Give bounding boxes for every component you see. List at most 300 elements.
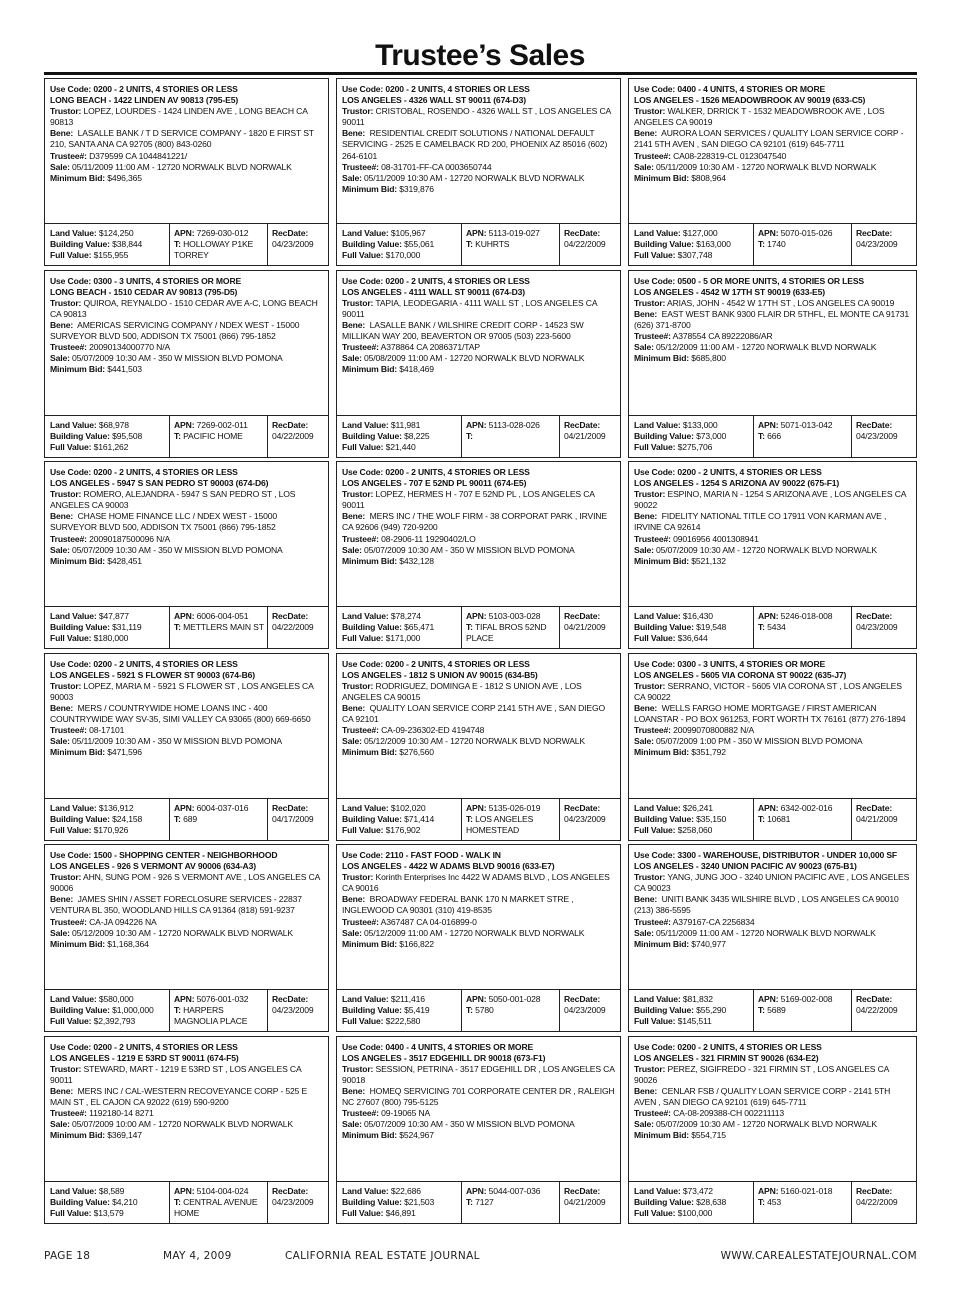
tract-label: T: xyxy=(174,1196,181,1207)
sale-value: 05/11/2009 10:30 AM - 12720 NORWALK BLVD NORWALK xyxy=(656,161,877,172)
trustee-line xyxy=(634,917,912,928)
sale-line xyxy=(634,736,912,747)
tract-value: PACIFIC HOME xyxy=(183,430,243,441)
property-address: LOS ANGELES - 321 FIRMIN ST 90026 (634-E2) xyxy=(634,1052,819,1063)
listing-card xyxy=(44,653,329,841)
min-bid-label: Minimum Bid: xyxy=(634,1130,690,1141)
building-value: $65,471 xyxy=(404,622,435,633)
land-value: $580,000 xyxy=(98,994,134,1004)
trustor-label: Trustor: xyxy=(342,297,374,308)
land-value-label: Land Value: xyxy=(342,1185,389,1196)
recdate-cell xyxy=(851,990,916,1031)
land-value-label: Land Value: xyxy=(342,611,389,621)
apn-cell xyxy=(753,224,848,265)
recdate-label: RecDate: xyxy=(272,994,309,1004)
sale-label: Sale: xyxy=(50,353,70,364)
trustee-value: D379599 CA 1044841221/ xyxy=(89,150,188,161)
full-value-label: Full Value: xyxy=(634,441,676,452)
listing-row xyxy=(44,844,917,1036)
apn-value: 5104-004-024 xyxy=(196,1185,249,1196)
recdate-label: RecDate: xyxy=(856,994,893,1004)
land-value-label: Land Value: xyxy=(50,228,97,238)
trustor-value: TAPIA, LEODEGARIA - 4111 WALL ST , LOS ANGELES CA 90011 xyxy=(342,297,597,319)
tract-value: KUHRTS xyxy=(475,239,510,250)
recdate-label: RecDate: xyxy=(564,419,601,430)
valuation-section xyxy=(337,1181,620,1223)
min-bid-line xyxy=(50,1130,324,1141)
land-value: $47,877 xyxy=(98,611,129,621)
land-value-line xyxy=(342,228,460,239)
recdate-value: 04/23/2009 xyxy=(856,430,898,441)
min-bid-line xyxy=(634,556,912,567)
listing-details xyxy=(50,467,324,567)
tract-line xyxy=(174,1005,264,1027)
tract-value: METTLERS MAIN ST xyxy=(183,622,264,633)
min-bid-value: $369,147 xyxy=(107,1130,142,1141)
apn-line xyxy=(174,803,264,814)
property-address: LOS ANGELES - 3517 EDGEHILL DR 90018 (673-F1) xyxy=(342,1052,546,1063)
land-value-line xyxy=(342,1186,460,1197)
property-address: LOS ANGELES - 3240 UNION PACIFIC AV 90023 (675-B1) xyxy=(634,861,857,872)
building-value-line xyxy=(50,1197,168,1208)
min-bid-value: $521,132 xyxy=(691,555,726,566)
apn-label: APN: xyxy=(466,802,487,813)
trustee-line xyxy=(634,534,912,545)
tract-label: T: xyxy=(758,1196,765,1207)
full-value: $275,706 xyxy=(677,441,713,452)
bene-label: Bene: xyxy=(342,128,366,139)
apn-line xyxy=(758,1186,848,1197)
min-bid-label: Minimum Bid: xyxy=(50,1130,106,1141)
listing-card xyxy=(44,844,329,1032)
min-bid-line xyxy=(634,353,912,364)
building-value-label: Building Value: xyxy=(634,1196,694,1207)
building-value: $28,638 xyxy=(696,1196,727,1207)
bene-value: MERS INC / THE WOLF FIRM - 38 CORPORAT PARK , IRVINE CA 92606 (949) 720-9200 xyxy=(342,511,607,533)
full-value: $161,262 xyxy=(93,441,129,452)
building-value-line xyxy=(342,239,460,250)
trustor-line xyxy=(50,298,324,320)
recdate-label: RecDate: xyxy=(272,611,309,621)
bene-label: Bene: xyxy=(50,319,74,330)
apn-label: APN: xyxy=(174,1185,195,1196)
building-value: $24,158 xyxy=(112,813,143,824)
listing-details xyxy=(342,659,616,759)
bene-value: UNITI BANK 3435 WILSHIRE BLVD , LOS ANGELES CA 90010 (213) 386-5595 xyxy=(634,894,899,916)
land-value: $81,832 xyxy=(682,994,713,1004)
trustor-line xyxy=(50,106,324,128)
tract-line xyxy=(174,239,264,261)
full-value-label: Full Value: xyxy=(634,1016,676,1027)
valuation-values xyxy=(634,1186,752,1219)
bene-line xyxy=(342,894,616,916)
apn-line xyxy=(174,228,264,239)
min-bid-line xyxy=(634,939,912,950)
trustee-line xyxy=(634,725,912,736)
recdate-value: 04/21/2009 xyxy=(564,430,606,441)
apn-line xyxy=(174,1186,264,1197)
building-value-label: Building Value: xyxy=(342,239,402,250)
sale-value: 05/07/2009 10:30 AM - 350 W MISSION BLVD POMONA xyxy=(364,1119,575,1130)
listing-details xyxy=(342,276,616,376)
land-value: $211,416 xyxy=(390,994,425,1004)
recdate-label: RecDate: xyxy=(564,1185,601,1196)
apn-label: APN: xyxy=(466,994,487,1004)
full-value: $13,579 xyxy=(93,1207,124,1218)
bene-label: Bene: xyxy=(634,128,658,139)
sale-line xyxy=(50,736,324,747)
tract-line xyxy=(466,622,556,644)
recdate-label-line xyxy=(564,420,620,431)
listing-details xyxy=(634,659,912,759)
apn-label: APN: xyxy=(758,1185,779,1196)
use-code: Use Code: 1500 - SHOPPING CENTER - NEIGHBORHOOD xyxy=(50,850,278,860)
recdate-value: 04/17/2009 xyxy=(272,813,314,824)
trustee-line xyxy=(342,725,616,736)
valuation-values xyxy=(634,228,752,261)
valuation-values xyxy=(342,1186,460,1219)
bene-value: CENLAR FSB / QUALITY LOAN SERVICE CORP - 2141 5TH AVEN , SAN DIEGO CA 92101 (619) 645-7711 xyxy=(634,1085,891,1107)
use-code: Use Code: 0200 - 2 UNITS, 4 STORIES OR LESS xyxy=(634,1041,822,1052)
recdate-value: 04/23/2009 xyxy=(564,1005,606,1016)
bene-label: Bene: xyxy=(634,702,658,713)
bene-label: Bene: xyxy=(634,894,658,905)
apn-label: APN: xyxy=(758,228,779,238)
land-value-line xyxy=(50,994,168,1005)
valuation-values xyxy=(342,228,460,261)
tract-label: T: xyxy=(466,622,473,633)
recdate-cell xyxy=(267,416,328,457)
page-title: Trustee’s Sales xyxy=(375,39,585,72)
building-value-line xyxy=(634,1005,752,1016)
recdate-label: RecDate: xyxy=(272,802,309,813)
min-bid-line xyxy=(342,747,616,758)
apn-cell xyxy=(169,224,264,265)
bene-label: Bene: xyxy=(342,511,366,522)
recdate-label-line xyxy=(856,994,916,1005)
min-bid-label: Minimum Bid: xyxy=(342,555,398,566)
trustee-label: Trustee#: xyxy=(50,150,87,161)
listing-row xyxy=(44,78,917,270)
recdate-cell xyxy=(559,224,620,265)
valuation-values xyxy=(342,994,460,1027)
sale-line xyxy=(634,342,912,353)
min-bid-line xyxy=(50,747,324,758)
recdate-label-line xyxy=(272,994,328,1005)
sale-label: Sale: xyxy=(342,172,362,183)
use-code: Use Code: 0200 - 2 UNITS, 4 STORIES OR LESS xyxy=(50,84,238,94)
property-address: LONG BEACH - 1422 LINDEN AV 90813 (795-E5) xyxy=(50,95,239,106)
trustor-label: Trustor: xyxy=(342,680,374,691)
valuation-section xyxy=(629,989,916,1031)
land-value: $124,250 xyxy=(98,228,134,238)
apn-line xyxy=(466,420,556,431)
building-value: $19,548 xyxy=(696,622,727,633)
land-value-line xyxy=(50,1186,168,1197)
sale-line xyxy=(342,736,616,747)
tract-value: 666 xyxy=(767,430,781,441)
land-value: $73,472 xyxy=(682,1185,713,1196)
listing-card xyxy=(336,270,621,458)
bene-label: Bene: xyxy=(634,1085,658,1096)
use-code: Use Code: 0200 - 2 UNITS, 4 STORIES OR LESS xyxy=(50,467,238,477)
sale-value: 05/11/2009 11:00 AM - 12720 NORWALK BLVD NORWALK xyxy=(72,161,292,172)
trustor-value: WALKER, DRRICK T - 1532 MEADOWBROOK AVE , LOS ANGELES CA 90019 xyxy=(634,106,885,128)
property-address: LOS ANGELES - 926 S VERMONT AV 90006 (634-A3) xyxy=(50,861,256,872)
bene-value: EAST WEST BANK 9300 FLAIR DR 5THFL, EL MONTE CA 91731 (626) 371-8700 xyxy=(634,308,910,330)
trustor-label: Trustor: xyxy=(50,489,82,500)
trustor-line xyxy=(634,1064,912,1086)
recdate-label-line xyxy=(272,611,328,622)
bene-line xyxy=(342,511,616,533)
trustee-label: Trustee#: xyxy=(50,1108,87,1119)
apn-label: APN: xyxy=(466,1185,487,1196)
valuation-section xyxy=(629,798,916,840)
sale-value: 05/07/2009 10:00 AM - 12720 NORWALK BLVD NORWALK xyxy=(72,1119,294,1130)
tract-label: T: xyxy=(758,430,765,441)
trustor-label: Trustor: xyxy=(342,872,374,883)
sale-label: Sale: xyxy=(634,161,654,172)
recdate-value: 04/23/2009 xyxy=(272,239,314,250)
tract-label: T: xyxy=(174,430,181,441)
sale-line xyxy=(50,545,324,556)
bene-label: Bene: xyxy=(50,1085,74,1096)
listing-card xyxy=(44,1036,329,1224)
trustee-label: Trustee#: xyxy=(634,150,671,161)
sale-line xyxy=(634,928,912,939)
min-bid-line xyxy=(342,1130,616,1141)
trustee-line xyxy=(50,1108,324,1119)
trustee-label: Trustee#: xyxy=(50,725,87,736)
apn-cell xyxy=(753,416,848,457)
min-bid-value: $471,596 xyxy=(107,747,142,758)
building-value-line xyxy=(50,431,168,442)
valuation-values xyxy=(50,1186,168,1219)
trustor-label: Trustor: xyxy=(634,1063,666,1074)
tract-line xyxy=(174,431,264,442)
building-value-line xyxy=(634,814,752,825)
land-value-label: Land Value: xyxy=(634,994,681,1004)
apn-value: 5070-015-026 xyxy=(780,228,833,238)
sale-value: 05/12/2009 11:00 AM - 12720 NORWALK BLVD NORWALK xyxy=(656,342,877,353)
tract-line xyxy=(466,431,556,442)
min-bid-line xyxy=(342,556,616,567)
recdate-label-line xyxy=(272,228,328,239)
building-value-label: Building Value: xyxy=(634,1005,694,1016)
building-value: $55,061 xyxy=(404,239,435,250)
min-bid-label: Minimum Bid: xyxy=(634,353,690,364)
recdate-value: 04/23/2009 xyxy=(856,622,898,633)
trustee-line xyxy=(634,331,912,342)
tract-value: 453 xyxy=(767,1196,781,1207)
trustor-value: SESSION, PETRINA - 3517 EDGEHILL DR , LOS ANGELES CA 90018 xyxy=(342,1063,615,1085)
min-bid-label: Minimum Bid: xyxy=(50,364,106,375)
sale-line xyxy=(50,928,324,939)
tract-label: T: xyxy=(466,813,473,824)
apn-cell xyxy=(169,416,264,457)
recdate-label: RecDate: xyxy=(272,228,309,238)
trustor-value: LOPEZ, MARIA M - 5921 S FLOWER ST , LOS ANGELES CA 90003 xyxy=(50,680,314,702)
full-value-label: Full Value: xyxy=(50,250,92,261)
valuation-section xyxy=(337,989,620,1031)
trustee-label: Trustee#: xyxy=(50,342,87,353)
building-value-line xyxy=(634,431,752,442)
building-value: $73,000 xyxy=(696,430,727,441)
property-address: LOS ANGELES - 4326 WALL ST 90011 (674-D3) xyxy=(342,95,526,106)
valuation-values xyxy=(50,803,168,836)
land-value-label: Land Value: xyxy=(634,802,681,813)
min-bid-value: $524,967 xyxy=(399,1130,434,1141)
min-bid-value: $432,128 xyxy=(399,555,434,566)
trustor-label: Trustor: xyxy=(342,106,374,117)
trustee-value: 09-19065 NA xyxy=(381,1108,431,1119)
apn-value: 5044-007-036 xyxy=(488,1185,541,1196)
tract-value: TIFAL BROS 52ND PLACE xyxy=(466,622,547,644)
recdate-label-line xyxy=(564,1186,620,1197)
sale-label: Sale: xyxy=(342,927,362,938)
trustee-label: Trustee#: xyxy=(342,161,379,172)
apn-value: 5050-001-028 xyxy=(488,994,541,1004)
property-address: LOS ANGELES - 1254 S ARIZONA AV 90022 (675-F1) xyxy=(634,478,840,489)
building-value-label: Building Value: xyxy=(634,622,694,633)
use-code: Use Code: 0200 - 2 UNITS, 4 STORIES OR LESS xyxy=(342,84,530,94)
property-address: LOS ANGELES - 4422 W ADAMS BLVD 90016 (633-E7) xyxy=(342,861,555,872)
min-bid-label: Minimum Bid: xyxy=(342,938,398,949)
land-value-label: Land Value: xyxy=(50,419,97,430)
listing-details xyxy=(634,1042,912,1142)
recdate-label-line xyxy=(272,420,328,431)
full-value-line xyxy=(342,1016,460,1027)
apn-label: APN: xyxy=(758,802,779,813)
full-value: $170,000 xyxy=(385,250,421,261)
full-value: $21,440 xyxy=(385,441,416,452)
listing-details xyxy=(50,276,324,376)
tract-value: 5780 xyxy=(475,1005,494,1016)
bene-line xyxy=(50,511,324,533)
trustor-line xyxy=(634,489,912,511)
trustor-label: Trustor: xyxy=(50,1063,82,1074)
listings-grid xyxy=(44,78,917,1227)
trustor-label: Trustor: xyxy=(634,872,666,883)
apn-line xyxy=(174,611,264,622)
trustor-line xyxy=(342,106,616,128)
trustee-label: Trustee#: xyxy=(342,916,379,927)
recdate-label-line xyxy=(856,420,916,431)
building-value-line xyxy=(342,814,460,825)
trustee-value: 08-31701-FF-CA 0003650744 xyxy=(381,161,492,172)
recdate-cell xyxy=(267,224,328,265)
sale-line xyxy=(50,1119,324,1130)
bene-value: BROADWAY FEDERAL BANK 170 N MARKET STRE , INGLEWOOD CA 90301 (310) 419-8535 xyxy=(342,894,574,916)
full-value-label: Full Value: xyxy=(342,250,384,261)
building-value-label: Building Value: xyxy=(634,813,694,824)
recdate-cell xyxy=(267,799,328,840)
use-code: Use Code: 0200 - 2 UNITS, 4 STORIES OR LESS xyxy=(342,275,530,286)
land-value-line xyxy=(50,803,168,814)
tract-label: T: xyxy=(758,1005,765,1016)
recdate-value: 04/22/2009 xyxy=(272,622,314,633)
listing-row xyxy=(44,270,917,462)
listing-details xyxy=(342,467,616,567)
listing-details xyxy=(50,659,324,759)
apn-label: APN: xyxy=(758,419,779,430)
valuation-section xyxy=(337,798,620,840)
tract-label: T: xyxy=(174,1005,181,1016)
recdate-label-line xyxy=(272,803,328,814)
apn-value: 5246-018-008 xyxy=(780,611,833,621)
trustee-line xyxy=(50,534,324,545)
apn-cell xyxy=(461,607,556,648)
building-value: $4,210 xyxy=(112,1196,138,1207)
full-value-line xyxy=(634,825,752,836)
min-bid-line xyxy=(634,747,912,758)
tract-label: T: xyxy=(174,813,181,824)
apn-line xyxy=(466,994,556,1005)
land-value-label: Land Value: xyxy=(634,419,681,430)
listing-details xyxy=(342,850,616,950)
min-bid-value: $418,469 xyxy=(399,364,434,375)
min-bid-line xyxy=(50,173,324,184)
bene-line xyxy=(634,703,912,725)
bene-value: MERS INC / CAL-WESTERN RECOVEYANCE CORP - 525 E MAIN ST , EL CAJON CA 92022 (619) 590-9200 xyxy=(50,1085,308,1107)
apn-value: 7269-030-012 xyxy=(196,228,249,238)
listing-card xyxy=(336,653,621,841)
tract-label: T: xyxy=(174,239,181,250)
tract-value: 689 xyxy=(183,813,197,824)
trustee-label: Trustee#: xyxy=(634,916,671,927)
use-code: Use Code: 0200 - 2 UNITS, 4 STORIES OR LESS xyxy=(634,467,822,477)
tract-line xyxy=(174,1197,264,1219)
sale-label: Sale: xyxy=(634,544,654,555)
min-bid-label: Minimum Bid: xyxy=(634,938,690,949)
bene-label: Bene: xyxy=(342,319,366,330)
sale-line xyxy=(634,545,912,556)
recdate-label: RecDate: xyxy=(856,228,893,238)
recdate-label: RecDate: xyxy=(856,802,893,813)
min-bid-label: Minimum Bid: xyxy=(342,747,398,758)
listing-details xyxy=(634,850,912,950)
building-value-label: Building Value: xyxy=(50,1005,110,1016)
use-code: Use Code: 0200 - 2 UNITS, 4 STORIES OR LESS xyxy=(342,658,530,669)
recdate-value: 04/21/2009 xyxy=(564,1196,606,1207)
tract-line xyxy=(466,1197,556,1208)
tract-line xyxy=(466,1005,556,1016)
listing-card xyxy=(336,78,621,266)
listing-row xyxy=(44,653,917,845)
sale-value: 05/12/2009 11:00 AM - 12720 NORWALK BLVD NORWALK xyxy=(364,927,585,938)
apn-value: 5113-019-027 xyxy=(488,228,540,238)
land-value: $68,978 xyxy=(98,419,129,430)
bene-label: Bene: xyxy=(50,511,74,522)
full-value-line xyxy=(50,825,168,836)
trustor-line xyxy=(342,298,616,320)
building-value: $71,414 xyxy=(404,813,435,824)
tract-label: T: xyxy=(466,1005,473,1016)
building-value: $8,225 xyxy=(404,430,430,441)
trustor-value: ARIAS, JOHN - 4542 W 17TH ST , LOS ANGELES CA 90019 xyxy=(667,297,895,308)
apn-cell xyxy=(169,799,264,840)
listing-details xyxy=(342,1042,616,1142)
recdate-cell xyxy=(559,1182,620,1223)
min-bid-value: $319,876 xyxy=(399,183,434,194)
apn-label: APN: xyxy=(758,611,779,621)
tract-value: HARPERS MAGNOLIA PLACE xyxy=(174,1005,248,1027)
trustor-line xyxy=(634,872,912,894)
land-value: $11,981 xyxy=(390,419,421,430)
valuation-section xyxy=(629,1181,916,1223)
apn-line xyxy=(758,611,848,622)
min-bid-label: Minimum Bid: xyxy=(634,172,690,183)
